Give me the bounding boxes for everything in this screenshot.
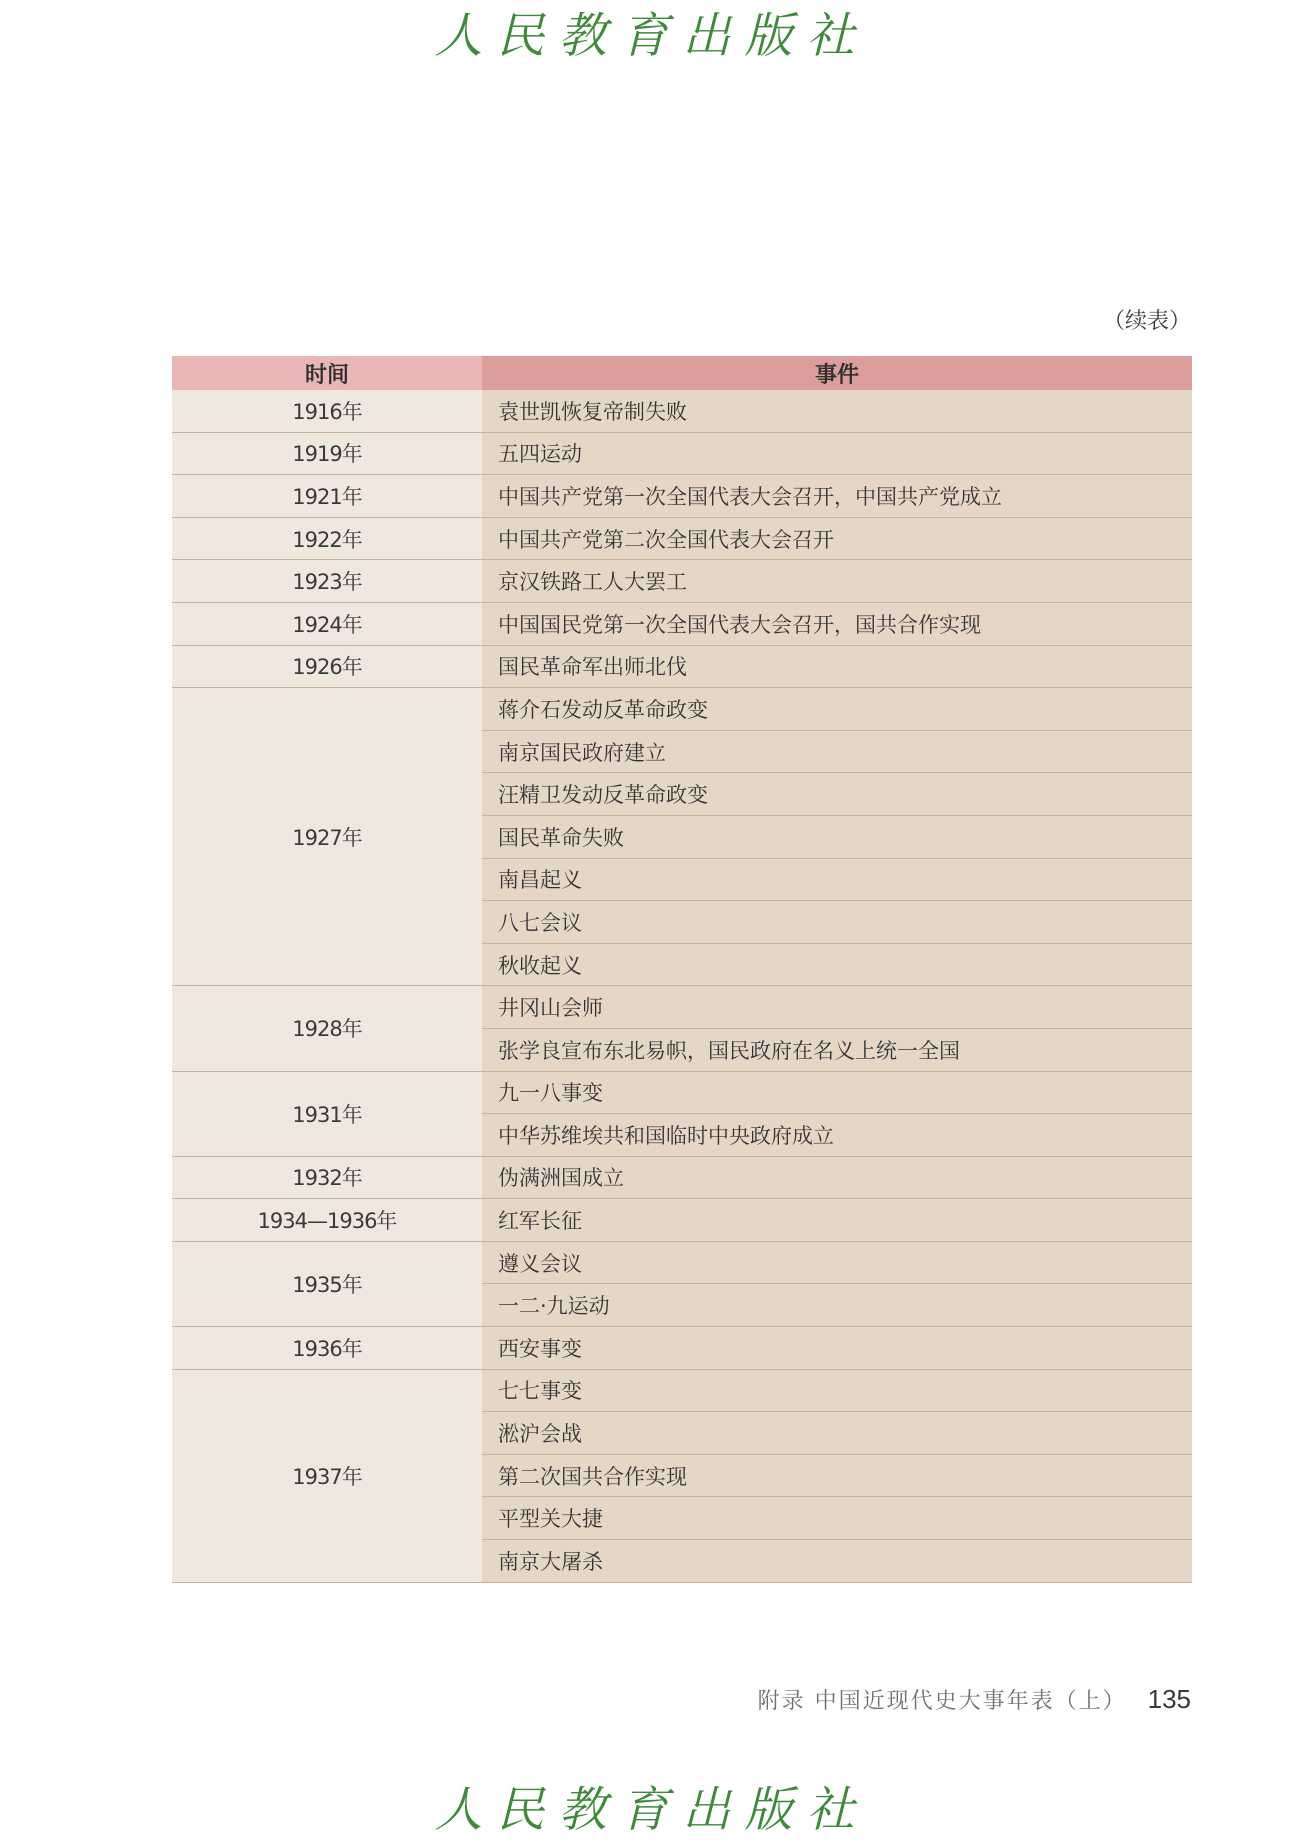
event-cell: 七七事变 — [482, 1369, 1192, 1412]
event-cell: 中国国民党第一次全国代表大会召开，国共合作实现 — [482, 602, 1192, 645]
table-row — [172, 390, 1192, 432]
event-cell: 一二·九运动 — [482, 1284, 1192, 1327]
table-row — [172, 517, 1192, 560]
publisher-logo-bottom: 人民教育出版社 — [434, 1782, 869, 1838]
event-cell: 南京大屠杀 — [482, 1540, 1192, 1583]
event-cell: 中华苏维埃共和国临时中央政府成立 — [482, 1114, 1192, 1157]
table-row — [172, 1241, 1192, 1284]
table-row — [172, 1071, 1192, 1114]
time-cell: 1927年 — [172, 688, 482, 986]
event-cell: 淞沪会战 — [482, 1412, 1192, 1455]
time-cell: 1916年 — [172, 390, 482, 432]
header-event: 事件 — [482, 356, 1192, 390]
event-cell: 国民革命失败 — [482, 815, 1192, 858]
time-cell: 1924年 — [172, 602, 482, 645]
table-row — [172, 475, 1192, 518]
event-cell: 井冈山会师 — [482, 986, 1192, 1029]
event-cell: 五四运动 — [482, 432, 1192, 475]
time-cell: 1937年 — [172, 1369, 482, 1582]
event-cell: 中国共产党第二次全国代表大会召开 — [482, 517, 1192, 560]
chronology-table — [172, 356, 1192, 1583]
table-row — [172, 602, 1192, 645]
event-cell: 京汉铁路工人大罢工 — [482, 560, 1192, 603]
event-cell: 遵义会议 — [482, 1241, 1192, 1284]
table-row — [172, 560, 1192, 603]
publisher-logo-top: 人民教育出版社 — [434, 8, 869, 64]
page-number: 135 — [1147, 1684, 1191, 1714]
time-cell: 1923年 — [172, 560, 482, 603]
event-cell: 张学良宣布东北易帜，国民政府在名义上统一全国 — [482, 1028, 1192, 1071]
table-row — [172, 1156, 1192, 1199]
table-row — [172, 688, 1192, 731]
table-header-row — [172, 356, 1192, 390]
table-body — [172, 390, 1192, 1582]
event-cell: 红军长征 — [482, 1199, 1192, 1242]
time-cell: 1922年 — [172, 517, 482, 560]
time-cell: 1926年 — [172, 645, 482, 688]
event-cell: 袁世凯恢复帝制失败 — [482, 390, 1192, 432]
event-cell: 南京国民政府建立 — [482, 730, 1192, 773]
event-cell: 平型关大捷 — [482, 1497, 1192, 1540]
time-cell: 1931年 — [172, 1071, 482, 1156]
page-footer — [758, 1684, 1191, 1715]
table-row — [172, 1199, 1192, 1242]
table-row — [172, 432, 1192, 475]
table-row — [172, 645, 1192, 688]
event-cell: 第二次国共合作实现 — [482, 1454, 1192, 1497]
event-cell: 汪精卫发动反革命政变 — [482, 773, 1192, 816]
time-cell: 1928年 — [172, 986, 482, 1071]
event-cell: 蒋介石发动反革命政变 — [482, 688, 1192, 731]
table-row — [172, 986, 1192, 1029]
time-cell: 1932年 — [172, 1156, 482, 1199]
continued-label: （续表） — [1102, 309, 1191, 334]
event-cell: 伪满洲国成立 — [482, 1156, 1192, 1199]
event-cell: 南昌起义 — [482, 858, 1192, 901]
time-cell: 1919年 — [172, 432, 482, 475]
footer-section-title: 附录 中国近现代史大事年表（上） — [757, 1689, 1127, 1714]
event-cell: 秋收起义 — [482, 943, 1192, 986]
event-cell: 西安事变 — [482, 1327, 1192, 1370]
event-cell: 国民革命军出师北伐 — [482, 645, 1192, 688]
event-cell: 中国共产党第一次全国代表大会召开，中国共产党成立 — [482, 475, 1192, 518]
event-cell: 九一八事变 — [482, 1071, 1192, 1114]
table-row — [172, 1369, 1192, 1412]
event-cell: 八七会议 — [482, 901, 1192, 944]
table-row — [172, 1327, 1192, 1370]
time-cell: 1921年 — [172, 475, 482, 518]
header-time: 时间 — [172, 356, 482, 390]
time-cell: 1935年 — [172, 1241, 482, 1326]
time-cell: 1934—1936年 — [172, 1199, 482, 1242]
time-cell: 1936年 — [172, 1327, 482, 1370]
